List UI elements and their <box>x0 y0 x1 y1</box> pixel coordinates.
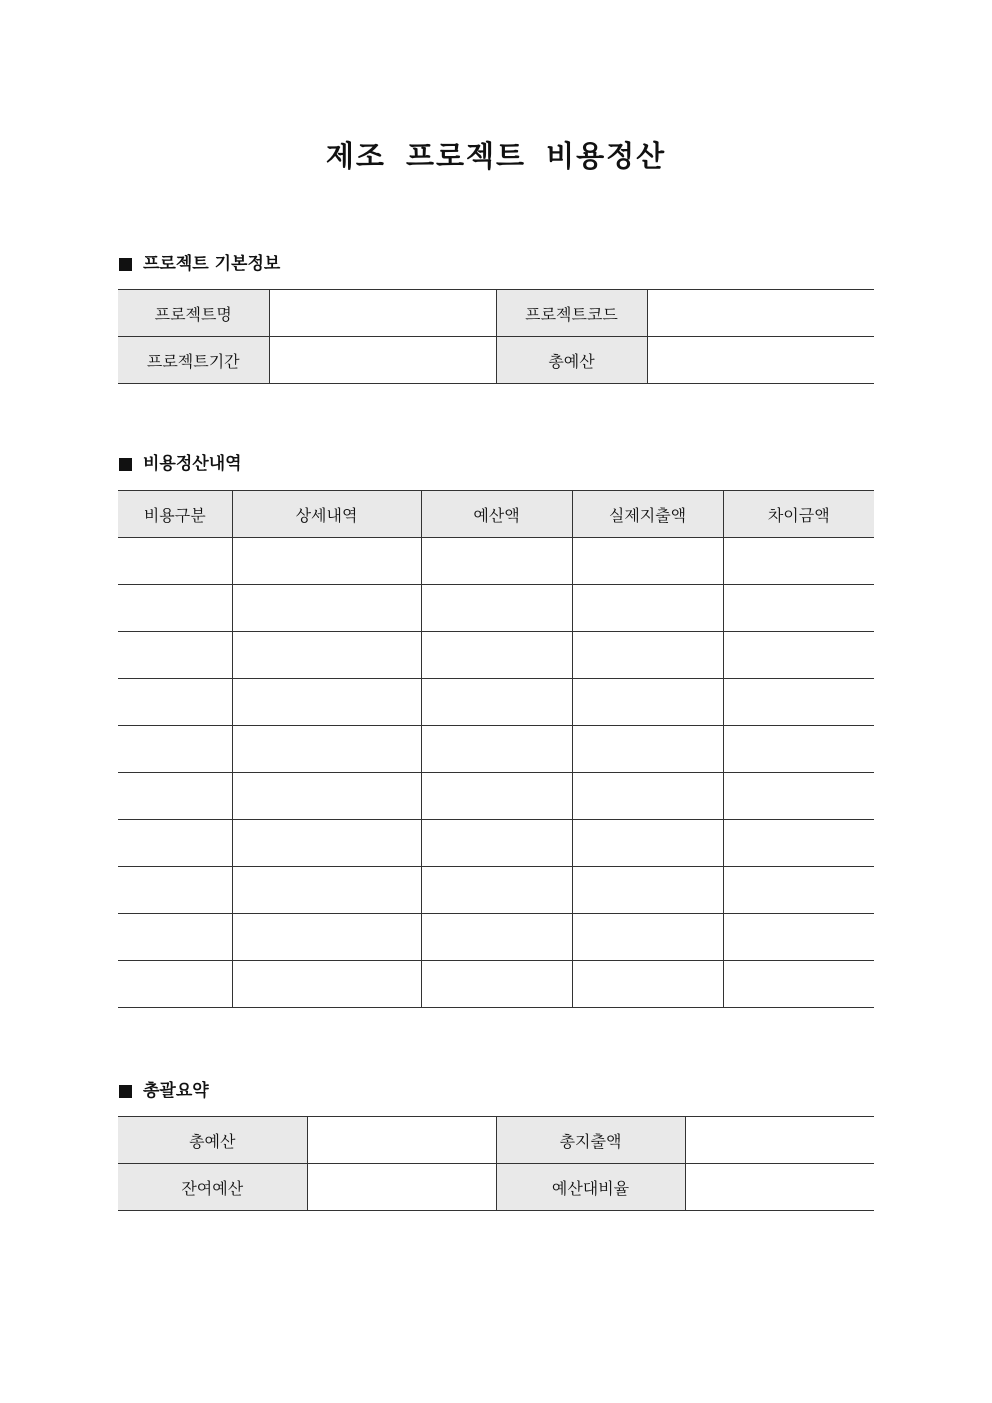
table-row <box>118 820 874 867</box>
section-heading-label: 비용정산내역 <box>143 454 242 474</box>
document-title: 제조 프로젝트 비용정산 <box>325 139 667 173</box>
table-cell[interactable] <box>232 867 421 914</box>
table-cell[interactable] <box>723 679 874 726</box>
summary-remaining-budget-field[interactable] <box>307 1164 496 1211</box>
table-cell[interactable] <box>232 632 421 679</box>
project-code-label: 프로젝트코드 <box>496 290 647 337</box>
table-cell[interactable] <box>421 632 572 679</box>
table-cell[interactable] <box>118 961 232 1008</box>
table-cell[interactable] <box>421 773 572 820</box>
section-heading-label: 총괄요약 <box>143 1081 209 1101</box>
basic-info-table <box>118 289 874 384</box>
table-cell[interactable] <box>118 679 232 726</box>
total-budget-label: 총예산 <box>496 337 647 384</box>
table-row <box>118 337 874 384</box>
square-bullet-icon <box>119 458 132 471</box>
table-cell[interactable] <box>421 538 572 585</box>
project-period-label: 프로젝트기간 <box>118 337 269 384</box>
section-heading-label: 프로젝트 기본정보 <box>143 254 281 274</box>
section-heading-summary <box>119 1079 209 1103</box>
project-period-field[interactable] <box>269 337 496 384</box>
table-cell[interactable] <box>572 585 723 632</box>
table-row <box>118 679 874 726</box>
table-row <box>118 290 874 337</box>
table-cell[interactable] <box>232 914 421 961</box>
table-cell[interactable] <box>118 867 232 914</box>
table-row <box>118 538 874 585</box>
expense-details-table <box>118 490 874 1008</box>
table-cell[interactable] <box>723 726 874 773</box>
table-cell[interactable] <box>232 726 421 773</box>
table-cell[interactable] <box>723 961 874 1008</box>
project-name-label: 프로젝트명 <box>118 290 269 337</box>
table-cell[interactable] <box>572 726 723 773</box>
table-cell[interactable] <box>421 820 572 867</box>
summary-total-budget-label: 총예산 <box>118 1117 307 1164</box>
table-cell[interactable] <box>421 679 572 726</box>
square-bullet-icon <box>119 1085 132 1098</box>
table-cell[interactable] <box>723 538 874 585</box>
table-cell[interactable] <box>118 726 232 773</box>
table-cell[interactable] <box>421 867 572 914</box>
table-cell[interactable] <box>723 773 874 820</box>
table-cell[interactable] <box>723 867 874 914</box>
table-cell[interactable] <box>118 773 232 820</box>
table-cell[interactable] <box>232 820 421 867</box>
column-header-cost-category: 비용구분 <box>118 491 232 538</box>
table-row <box>118 961 874 1008</box>
project-name-field[interactable] <box>269 290 496 337</box>
table-cell[interactable] <box>723 820 874 867</box>
table-cell[interactable] <box>572 867 723 914</box>
table-cell[interactable] <box>118 820 232 867</box>
column-header-actual-spent: 실제지출액 <box>572 491 723 538</box>
column-header-budget-amount: 예산액 <box>421 491 572 538</box>
table-cell[interactable] <box>118 914 232 961</box>
table-cell[interactable] <box>572 914 723 961</box>
table-row <box>118 585 874 632</box>
table-cell[interactable] <box>421 726 572 773</box>
table-cell[interactable] <box>572 632 723 679</box>
table-cell[interactable] <box>118 538 232 585</box>
table-cell[interactable] <box>572 679 723 726</box>
column-header-difference: 차이금액 <box>723 491 874 538</box>
table-cell[interactable] <box>421 961 572 1008</box>
table-cell[interactable] <box>232 961 421 1008</box>
column-header-description: 상세내역 <box>232 491 421 538</box>
table-cell[interactable] <box>232 585 421 632</box>
table-cell[interactable] <box>572 820 723 867</box>
table-row <box>118 726 874 773</box>
table-row <box>118 1164 874 1211</box>
total-budget-field[interactable] <box>647 337 874 384</box>
summary-total-spent-label: 총지출액 <box>496 1117 685 1164</box>
square-bullet-icon <box>119 258 132 271</box>
summary-table <box>118 1116 874 1211</box>
table-row <box>118 1117 874 1164</box>
table-row <box>118 773 874 820</box>
table-cell[interactable] <box>723 585 874 632</box>
table-cell[interactable] <box>232 538 421 585</box>
table-cell[interactable] <box>723 914 874 961</box>
table-cell[interactable] <box>118 632 232 679</box>
summary-budget-ratio-field[interactable] <box>685 1164 874 1211</box>
table-cell[interactable] <box>232 679 421 726</box>
table-cell[interactable] <box>421 585 572 632</box>
section-heading-expense-details <box>119 452 242 476</box>
table-row <box>118 867 874 914</box>
summary-remaining-budget-label: 잔여예산 <box>118 1164 307 1211</box>
table-cell[interactable] <box>421 914 572 961</box>
table-cell[interactable] <box>572 538 723 585</box>
project-code-field[interactable] <box>647 290 874 337</box>
table-cell[interactable] <box>572 773 723 820</box>
summary-budget-ratio-label: 예산대비율 <box>496 1164 685 1211</box>
table-header-row <box>118 491 874 538</box>
table-row <box>118 632 874 679</box>
table-cell[interactable] <box>118 585 232 632</box>
summary-total-spent-field[interactable] <box>685 1117 874 1164</box>
table-cell[interactable] <box>232 773 421 820</box>
summary-total-budget-field[interactable] <box>307 1117 496 1164</box>
table-cell[interactable] <box>723 632 874 679</box>
table-row <box>118 914 874 961</box>
table-cell[interactable] <box>572 961 723 1008</box>
section-heading-basic-info <box>119 252 280 276</box>
